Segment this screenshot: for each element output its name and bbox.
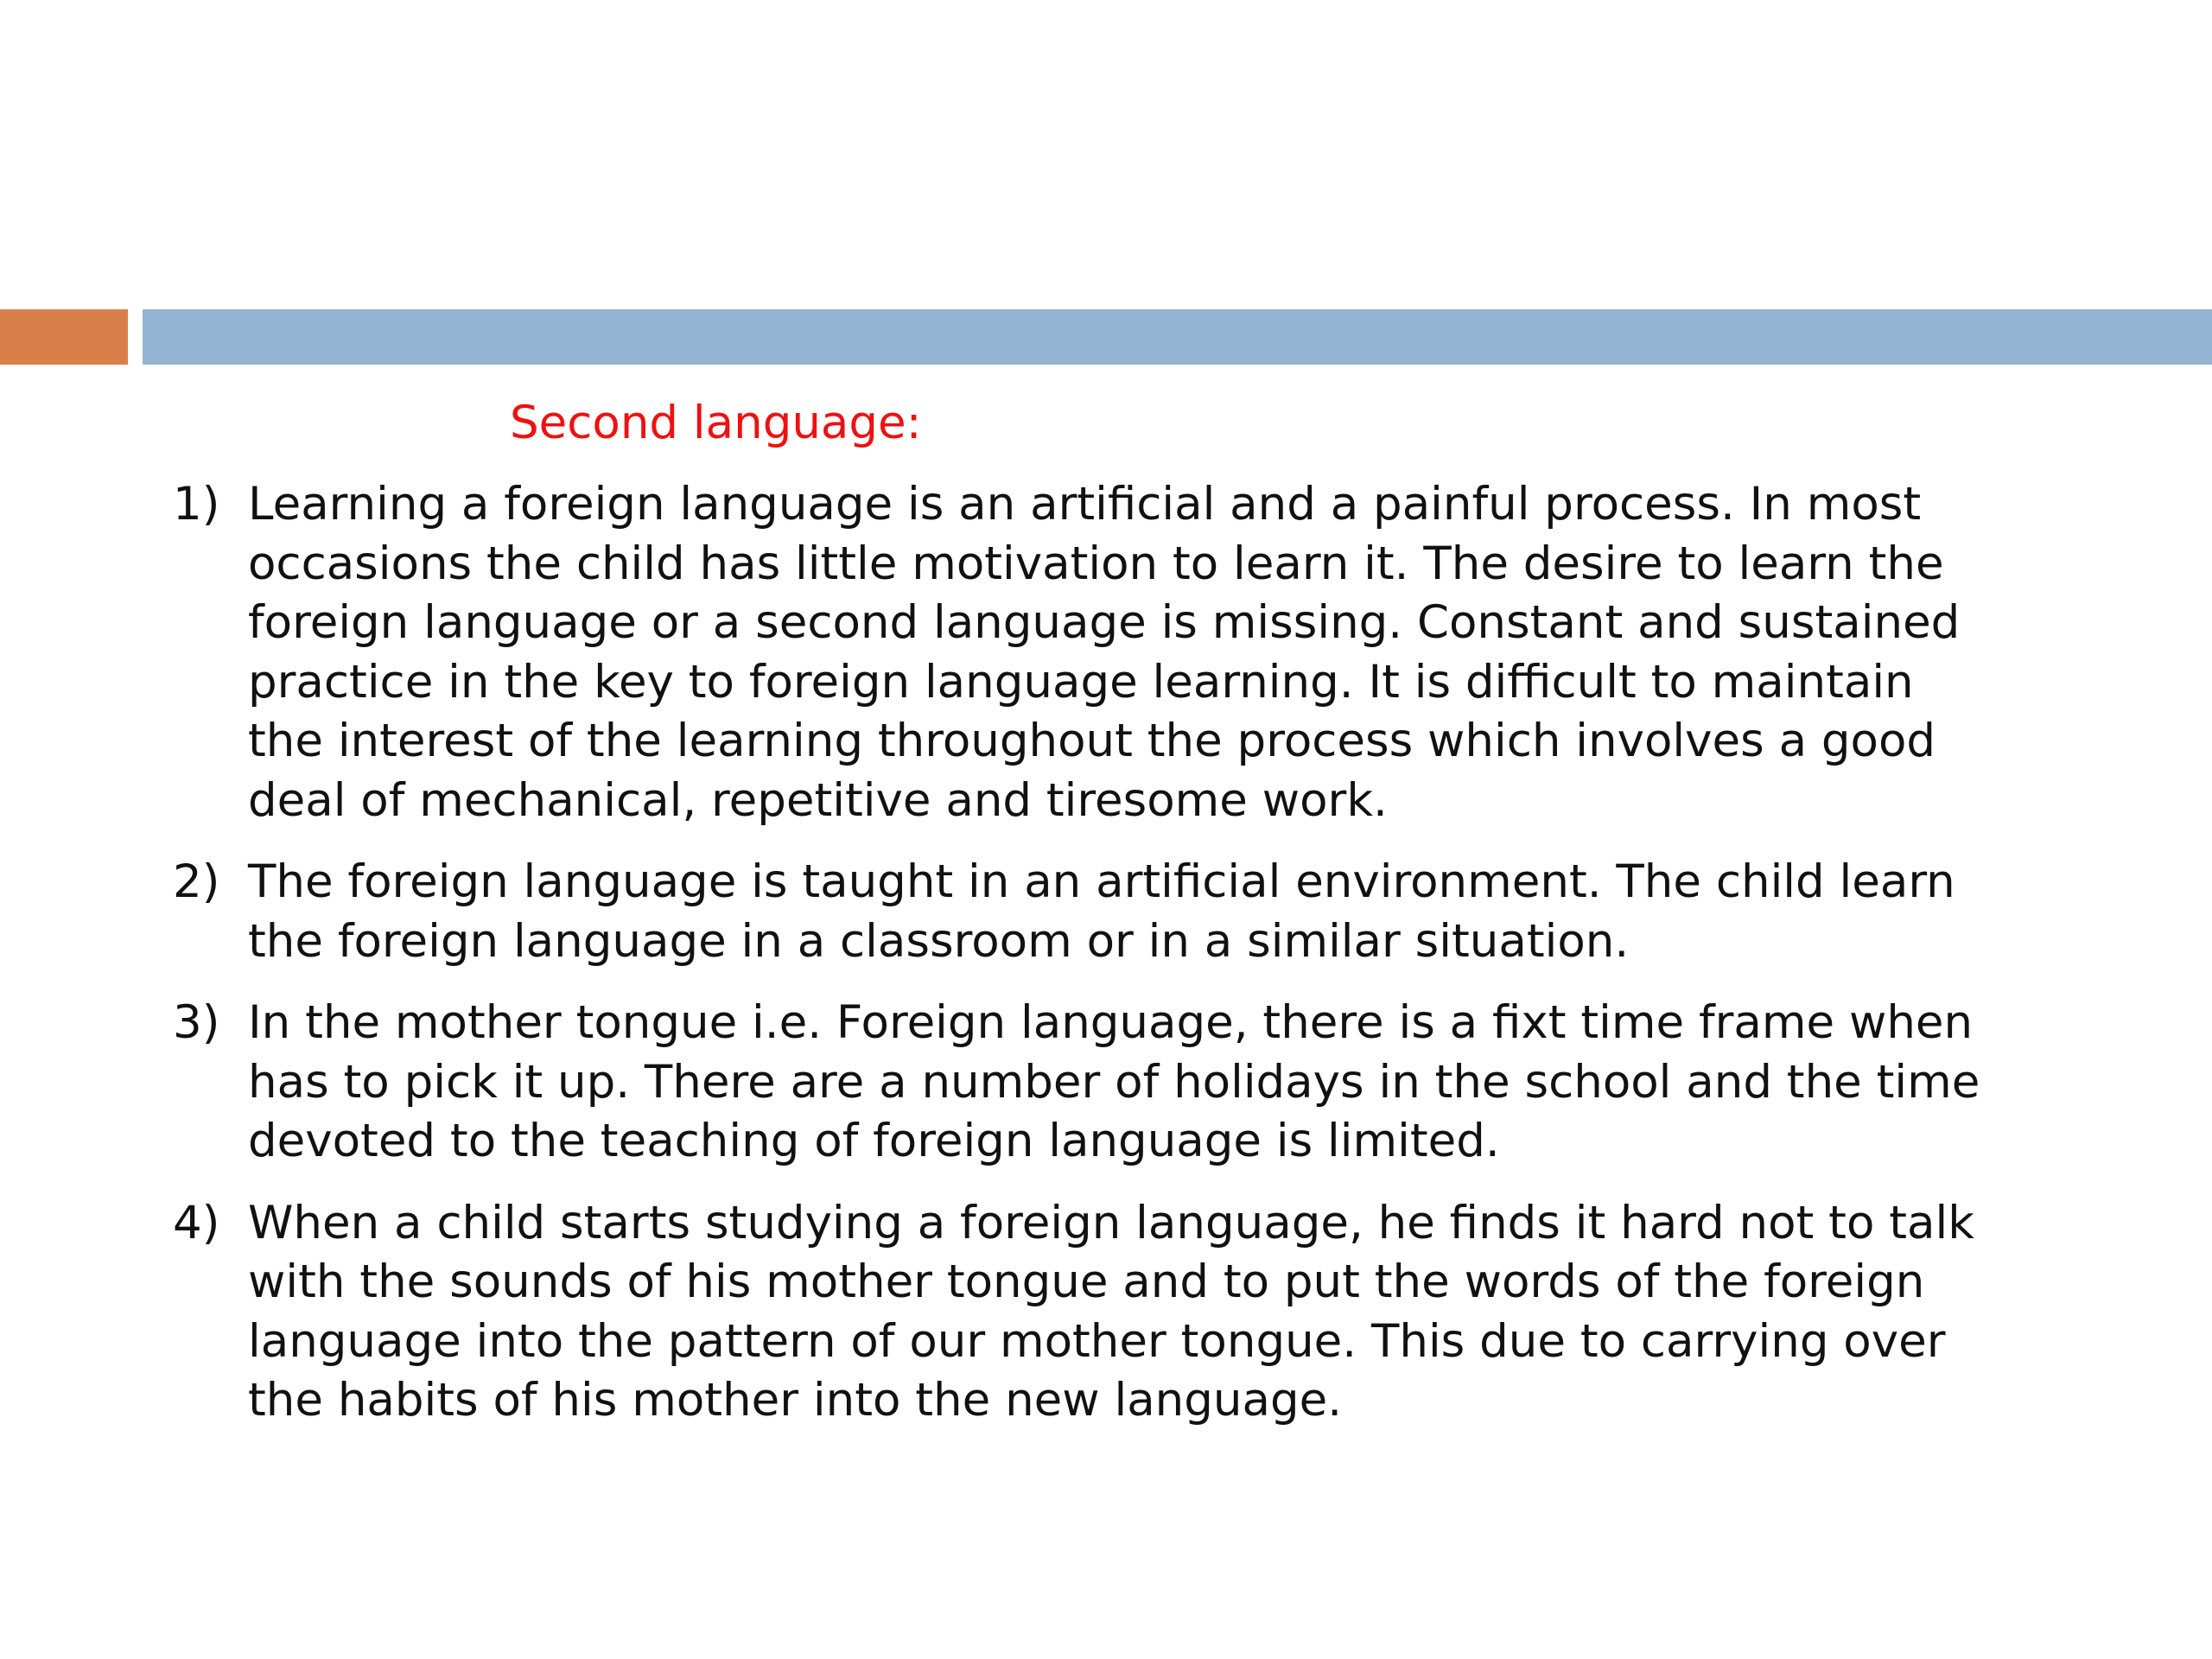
list-item-number: 2) — [173, 855, 220, 908]
numbered-list — [173, 475, 2100, 1453]
list-item-line: devoted to the teaching of foreign language is limited. — [248, 1115, 1500, 1167]
list-item-line: the foreign language in a classroom or in a similar situation. — [248, 914, 1630, 968]
list-item-line: language into the pattern of our mother tongue. This due to carrying over — [248, 1314, 1946, 1368]
list-item-line: the interest of the learning throughout the process which involves a good — [248, 715, 1936, 767]
accent-bar — [0, 309, 128, 365]
list-item-line: deal of mechanical, repetitive and tiresome work. — [248, 773, 1388, 827]
list-item-number: 3) — [173, 996, 220, 1049]
slide-heading: Second language: — [510, 397, 922, 449]
list-item-line: practice in the key to foreign language learning. It is difficult to maintain — [248, 655, 1914, 709]
list-item-line: Learning a foreign language is an artificial and a painful process. In most — [248, 478, 1922, 531]
list-item-number: 4) — [173, 1196, 220, 1249]
list-item-line: The foreign language is taught in an artificial environment. The child learn — [248, 855, 1955, 908]
list-item-1 — [173, 475, 2100, 830]
list-item-line: When a child starts studying a foreign language, he finds it hard not to talk — [248, 1196, 1974, 1249]
list-item-2 — [173, 853, 2100, 971]
list-item-4 — [173, 1194, 2100, 1431]
list-item-line: the habits of his mother into the new language. — [248, 1374, 1343, 1427]
list-item-line: with the sounds of his mother tongue and to put the words of the foreign — [248, 1255, 1925, 1308]
list-item-3 — [173, 994, 2100, 1172]
list-item-line: occasions the child has little motivation to learn it. The desire to learn the — [248, 537, 1944, 590]
list-item-line: In the mother tongue i.e. Foreign language, there is a fixt time frame when — [248, 996, 1974, 1049]
title-bar — [143, 309, 2212, 365]
list-item-line: has to pick it up. There are a number of holidays in the school and the time — [248, 1055, 1980, 1109]
list-item-number: 1) — [173, 478, 220, 531]
list-item-line: foreign language or a second language is missing. Constant and sustained — [248, 596, 1961, 649]
